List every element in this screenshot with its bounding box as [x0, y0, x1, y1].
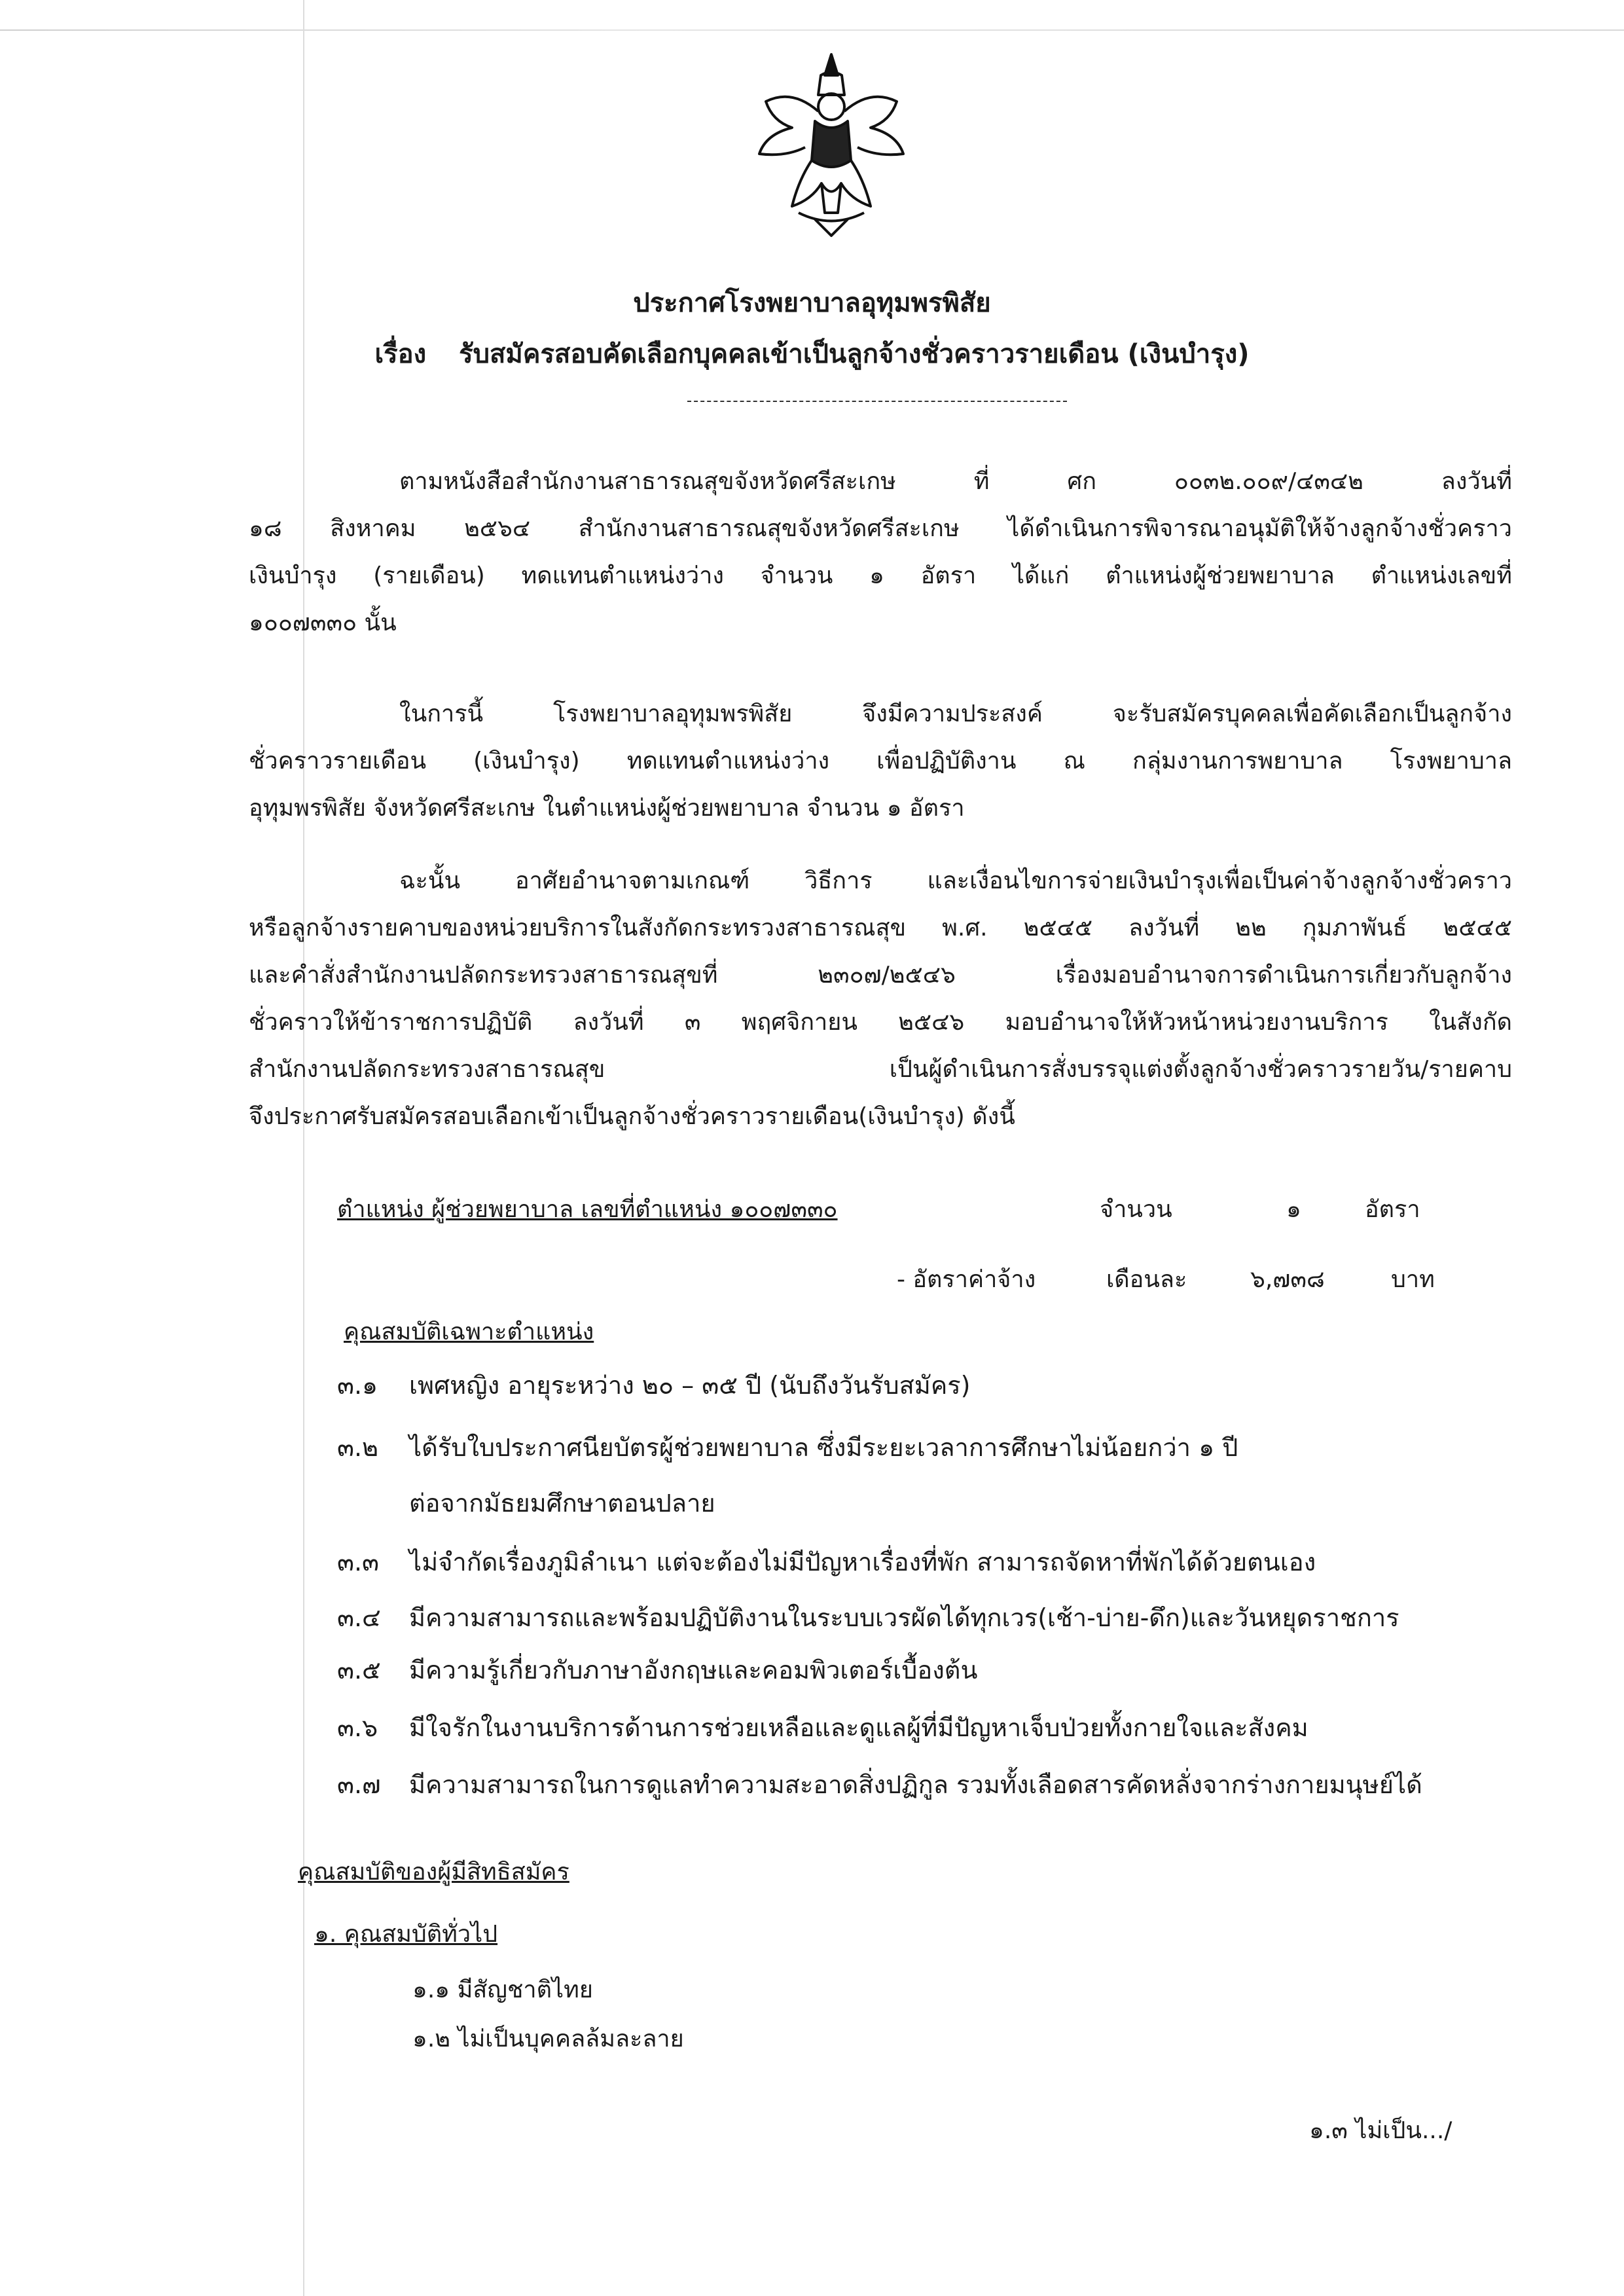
- item-text: มีความสามารถและพร้อมปฏิบัติงานในระบบเวรผัดได้ทุกเวร(เช้า-บ่าย-ดึก)และวันหยุดราชการ: [409, 1603, 1399, 1632]
- announcement-title: ประกาศโรงพยาบาลอุทุมพรพิสัย: [633, 288, 991, 318]
- wage-unit: บาท: [1391, 1266, 1435, 1293]
- specific-qualifications-heading: คุณสมบัติเฉพาะตำแหน่ง: [344, 1319, 594, 1345]
- paragraph-3: [249, 858, 1512, 1140]
- item-text: มีใจรักในงานบริการด้านการช่วยเหลือและดูแลผู้ที่มีปัญหาเจ็บป่วยทั้งกายใจและสังคม: [409, 1713, 1308, 1742]
- position-count: ๑: [1286, 1196, 1301, 1223]
- position-label: ตำแหน่ง ผู้ช่วยพยาบาล เลขที่ตำแหน่ง ๑๐๐๗๓๓๐: [337, 1196, 838, 1223]
- continuation-note: ๑.๓ ไม่เป็น.../: [1309, 2117, 1453, 2144]
- item-text: ได้รับใบประกาศนียบัตรผู้ช่วยพยาบาล ซึ่งมีระยะเวลาการศึกษาไม่น้อยกว่า ๑ ปี: [409, 1433, 1238, 1462]
- item-number: ๓.๒: [337, 1433, 379, 1462]
- qualification-item: [337, 1650, 977, 1690]
- general-qualifications-heading: ๑. คุณสมบัติทั่วไป: [314, 1921, 498, 1948]
- item-text: เพศหญิง อายุระหว่าง ๒๐ – ๓๕ ปี (นับถึงวันรับสมัคร): [409, 1371, 971, 1400]
- paragraph-line: ตามหนังสือสำนักงานสาธารณสุขจังหวัดศรีสะเกษ ที่ ศก ๐๐๓๒.๐๐๙/๔๓๔๒ ลงวันที่: [399, 468, 1512, 495]
- paragraph-2: [249, 691, 1512, 832]
- title-divider: [687, 401, 1067, 402]
- paragraph-line: อุทุมพรพิสัย จังหวัดศรีสะเกษ ในตำแหน่งผู้ช่วยพยาบาล จำนวน ๑ อัตรา: [249, 795, 965, 822]
- item-text: มีความรู้เกี่ยวกับภาษาอังกฤษและคอมพิวเตอร์เบื้องต้น: [409, 1656, 978, 1685]
- item-number: ๓.๓: [337, 1548, 380, 1576]
- wage-amount: ๖,๗๓๘: [1250, 1266, 1325, 1293]
- subject-label: เรื่อง: [374, 339, 427, 369]
- applicant-qualifications-heading: คุณสมบัติของผู้มีสิทธิสมัคร: [298, 1859, 569, 1886]
- qualification-item: [337, 1707, 1308, 1747]
- wage-label: - อัตราค่าจ้าง: [897, 1266, 1036, 1293]
- paragraph-line: สำนักงานปลัดกระทรวงสาธารณสุข เป็นผู้ดำเนินการสั่งบรรจุแต่งตั้งลูกจ้างชั่วคราวรายวัน/รายคาบ: [249, 1056, 1512, 1083]
- qualification-item: [337, 1597, 1399, 1637]
- item-number: ๓.๑: [337, 1371, 378, 1400]
- paragraph-line: ในการนี้ โรงพยาบาลอุทุมพรพิสัย จึงมีความประสงค์ จะรับสมัครบุคคลเพื่อคัดเลือกเป็นลูกจ้าง: [399, 701, 1512, 727]
- qualification-item: [337, 1365, 970, 1405]
- general-item: ๑.๑ มีสัญชาติไทย: [412, 1977, 593, 2003]
- wage-period: เดือนละ: [1106, 1266, 1187, 1293]
- scan-edge-top: [0, 29, 1624, 31]
- qualification-item: [337, 1764, 1422, 1804]
- paragraph-1: [249, 458, 1512, 647]
- item-text: ต่อจากมัธยมศึกษาตอนปลาย: [409, 1489, 715, 1518]
- item-number: ๓.๕: [337, 1656, 381, 1685]
- paragraph-line: หรือลูกจ้างรายคาบของหน่วยบริการในสังกัดกระทรวงสาธารณสุข พ.ศ. ๒๕๔๕ ลงวันที่ ๒๒ กุมภาพันธ์ ๒๕๔๕: [249, 915, 1512, 941]
- qualification-item: [337, 1427, 1238, 1467]
- qualification-item: [337, 1542, 1316, 1582]
- item-text: ไม่จำกัดเรื่องภูมิลำเนา แต่จะต้องไม่มีปัญหาเรื่องที่พัก สามารถจัดหาที่พักได้ด้วยตนเอง: [409, 1548, 1316, 1576]
- subject-text: รับสมัครสอบคัดเลือกบุคคลเข้าเป็นลูกจ้างชั่วคราวรายเดือน (เงินบำรุง): [459, 339, 1250, 369]
- paragraph-line: จึงประกาศรับสมัครสอบเลือกเข้าเป็นลูกจ้างชั่วคราวรายเดือน(เงินบำรุง) ดังนี้: [249, 1103, 1015, 1130]
- paragraph-line: และคำสั่งสำนักงานปลัดกระทรวงสาธารณสุขที่ ๒๓๐๗/๒๕๔๖ เรื่องมอบอำนาจการดำเนินการเกี่ยวกับลูกจ้าง: [249, 962, 1512, 989]
- general-item: ๑.๒ ไม่เป็นบุคคลล้มละลาย: [412, 2026, 684, 2052]
- announcement-subject: [0, 333, 1624, 374]
- paragraph-line: ฉะนั้น อาศัยอำนาจตามเกณฑ์ วิธีการ และเงื่อนไขการจ่ายเงินบำรุงเพื่อเป็นค่าจ้างลูกจ้างชั่วคราว: [399, 867, 1512, 894]
- item-number: ๓.๖: [337, 1713, 378, 1742]
- garuda-emblem-icon: [753, 49, 910, 239]
- paragraph-line: เงินบำรุง (รายเดือน) ทดแทนตำแหน่งว่าง จำนวน ๑ อัตรา ได้แก่ ตำแหน่งผู้ช่วยพยาบาล ตำแหน่งเลขที่: [249, 562, 1512, 589]
- qualification-item-continued: [337, 1483, 715, 1523]
- paragraph-line: ๑๐๐๗๓๓๐ นั้น: [249, 610, 397, 636]
- item-number: ๓.๔: [337, 1603, 381, 1632]
- paragraph-line: ชั่วคราวให้ข้าราชการปฏิบัติ ลงวันที่ ๓ พฤศจิกายน ๒๕๔๖ มอบอำนาจให้หัวหน้าหน่วยงานบริการ ในสังกัด: [249, 1009, 1512, 1036]
- item-text: มีความสามารถในการดูแลทำความสะอาดสิ่งปฏิกูล รวมทั้งเลือดสารคัดหลั่งจากร่างกายมนุษย์ได้: [409, 1770, 1422, 1799]
- position-count-unit: อัตรา: [1365, 1196, 1420, 1223]
- paragraph-line: ชั่วคราวรายเดือน (เงินบำรุง) ทดแทนตำแหน่งว่าง เพื่อปฏิบัติงาน ณ กลุ่มงานการพยาบาล โรงพยาบาล: [249, 748, 1512, 774]
- paragraph-line: ๑๘ สิงหาคม ๒๕๖๔ สำนักงานสาธารณสุขจังหวัดศรีสะเกษ ได้ดำเนินการพิจารณาอนุมัติให้จ้างลูกจ้างชั่วคราว: [249, 515, 1512, 542]
- position-count-label: จำนวน: [1100, 1196, 1172, 1223]
- item-number: ๓.๗: [337, 1770, 381, 1799]
